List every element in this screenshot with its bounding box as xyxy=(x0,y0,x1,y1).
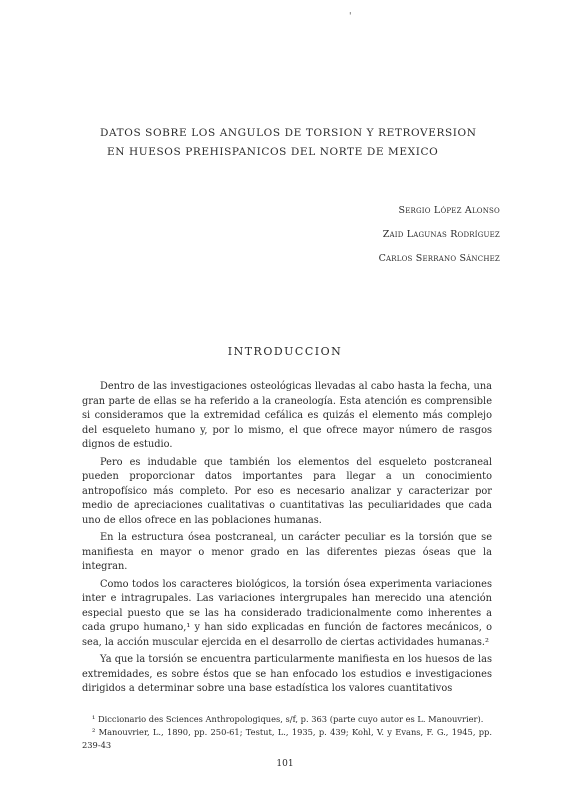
footnote: ¹ Diccionario des Sciences Anthropologiques, s/f, p. 363 (parte cuyo autor es L. Manouvrier). xyxy=(92,714,484,724)
title-line-2: EN HUESOS PREHISPANICOS DEL NORTE DE MEXICO xyxy=(107,146,439,158)
paragraph: En la estructura ósea postcraneal, un carácter peculiar es la torsión que se manifiesta en mayor o menor grado en las diferentes piezas óseas que la integran. xyxy=(82,532,492,572)
author-list xyxy=(300,199,500,271)
author-name: Zaid Lagunas Rodríguez xyxy=(382,229,500,240)
page-number: 101 xyxy=(276,759,294,769)
article-title xyxy=(100,124,500,162)
author-name: Sergio López Alonso xyxy=(398,205,500,216)
footnote: ² Manouvrier, L., 1890, pp. 250-61; Testut, L., 1935, p. 439; Kohl, V. y Evans, F. G., 1945, pp. 239-43 xyxy=(82,727,492,750)
paragraph: Como todos los caracteres biológicos, la torsión ósea experimenta variaciones inter e intragrupales. Las variaciones intergrupales han merecido una atención especial puesto que se las ha considerado tradicionalmente como inherentes a cada grupo humano,¹ y han sido explicadas en función de factores mecánicos, o sea, la acción muscular ejercida en el desarrollo de ciertas actividades humanas.² xyxy=(82,578,492,648)
section-heading: INTRODUCCION xyxy=(227,345,343,358)
title-line-1: DATOS SOBRE LOS ANGULOS DE TORSION Y RETROVERSION xyxy=(100,127,477,139)
author-name: Carlos Serrano Sánchez xyxy=(378,253,500,264)
body-text xyxy=(82,380,492,700)
paragraph: Pero es indudable que también los elementos del esqueleto postcraneal pueden proporcionar datos importantes para llegar a un conocimiento antropofísico más completo. Por eso es necesario analizar y caracterizar por medio de apreciaciones cualitativas o cuantitativas las peculiaridades que cada uno de ellos ofrece en las poblaciones humanas. xyxy=(82,456,492,526)
corner-mark: ' xyxy=(349,12,352,22)
footnotes xyxy=(82,713,492,752)
paragraph: Ya que la torsión se encuentra particularmente manifiesta en los huesos de las extremidades, es sobre éstos que se han enfocado los estudios e investigaciones dirigidos a determinar sobre una base estadística los valores cuantitativos xyxy=(82,654,492,694)
paragraph: Dentro de las investigaciones osteológicas llevadas al cabo hasta la fecha, una gran parte de ellas se ha referido a la craneología. Esta atención es comprensible si consideramos que la extremidad cefálica es quizás el elemento más complejo del esqueleto humano y, por lo mismo, el que ofrece mayor número de rasgos dignos de estudio. xyxy=(82,381,492,450)
